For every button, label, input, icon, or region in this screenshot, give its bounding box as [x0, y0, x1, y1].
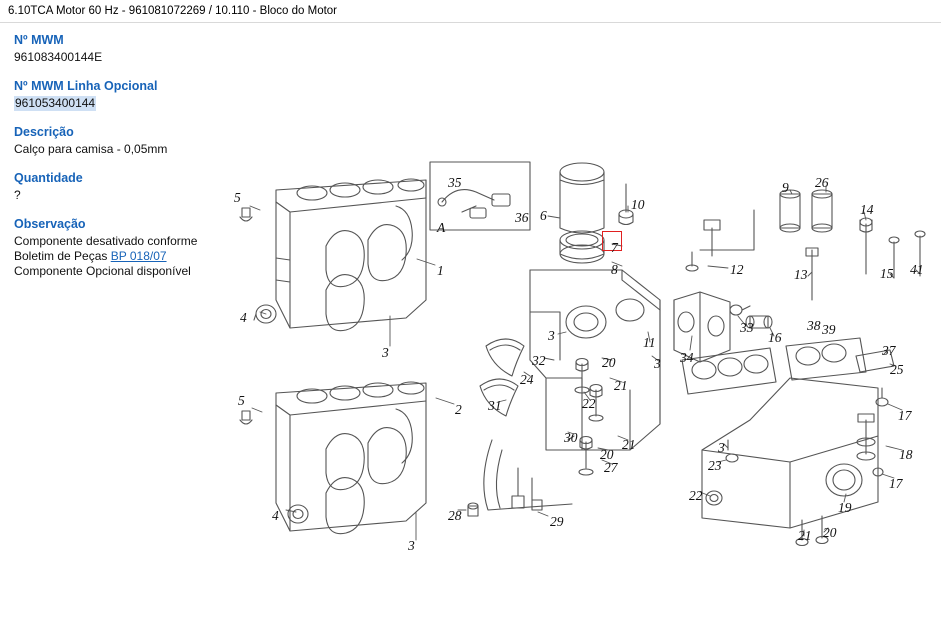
callout-22[interactable]: 22 — [582, 396, 596, 411]
callout-3[interactable]: 3 — [382, 345, 389, 360]
part-info-panel — [14, 33, 229, 293]
callout-17[interactable]: 17 — [898, 408, 912, 423]
callout-30[interactable]: 30 — [564, 430, 578, 445]
quantity-value: ? — [14, 188, 21, 202]
callout-35[interactable]: 35 — [448, 175, 462, 190]
mwm-number-label: Nº MWM — [14, 33, 64, 47]
callout-21[interactable]: 21 — [614, 378, 628, 393]
callout-20[interactable]: 20 — [823, 525, 837, 540]
callout-37[interactable]: 37 — [882, 343, 896, 358]
callout-18[interactable]: 18 — [899, 447, 913, 462]
callout-34[interactable]: 34 — [680, 350, 694, 365]
callout-15[interactable]: 15 — [880, 266, 894, 281]
engine-block-diagram[interactable] — [230, 150, 941, 570]
engine-block-lower — [240, 382, 426, 534]
callout-41[interactable]: 41 — [910, 262, 924, 277]
callout-32[interactable]: 32 — [532, 353, 546, 368]
callout-4[interactable]: 4 — [272, 508, 279, 523]
callout-33[interactable]: 33 — [740, 320, 754, 335]
main-engine-block-center — [530, 270, 660, 450]
mwm-number-value: 961083400144E — [14, 50, 103, 64]
right-bracket-group — [674, 210, 772, 362]
observation-line-2-prefix: Boletim de Peças — [14, 249, 111, 263]
callout-4[interactable]: 4 — [240, 310, 247, 325]
description-value: Calço para camisa - 0,05mm — [14, 142, 168, 156]
optional-line-label: Nº MWM Linha Opcional — [14, 79, 158, 93]
observation-value — [14, 234, 229, 279]
callout-13[interactable]: 13 — [794, 267, 808, 282]
callout-7[interactable]: 7 — [611, 240, 618, 255]
callout-3[interactable]: 3 — [654, 356, 661, 371]
callout-20[interactable]: 20 — [602, 355, 616, 370]
cylinder-liner-group — [560, 163, 633, 263]
observation-line-2 — [14, 249, 229, 264]
callout-5[interactable]: 5 — [238, 393, 245, 408]
bulletin-link[interactable]: BP 018/07 — [110, 249, 167, 263]
callout-29[interactable]: 29 — [550, 514, 564, 529]
callout-A[interactable]: A — [437, 220, 446, 235]
callout-1[interactable]: 1 — [437, 263, 444, 278]
rear-block-lower-right — [702, 350, 894, 546]
observation-label: Observação — [14, 217, 86, 231]
callout-8[interactable]: 8 — [611, 262, 618, 277]
callout-17[interactable]: 17 — [889, 476, 903, 491]
callout-25[interactable]: 25 — [890, 362, 904, 377]
callout-2[interactable]: 2 — [455, 402, 462, 417]
callout-21[interactable]: 21 — [622, 437, 636, 452]
callout-23[interactable]: 23 — [708, 458, 722, 473]
optional-line-highlight: 961053400144 — [15, 96, 96, 110]
callout-3[interactable]: 3 — [718, 440, 725, 455]
callout-5[interactable]: 5 — [234, 190, 241, 205]
callout-12[interactable]: 12 — [730, 262, 744, 277]
center-fasteners — [568, 359, 603, 476]
callout-6[interactable]: 6 — [540, 208, 547, 223]
callout-22[interactable]: 22 — [689, 488, 703, 503]
diagram-svg — [230, 150, 941, 570]
bearing-shells — [480, 339, 524, 416]
optional-line-value — [14, 96, 229, 111]
callout-36[interactable]: 36 — [515, 210, 529, 225]
callout-39[interactable]: 39 — [822, 322, 836, 337]
callout-28[interactable]: 28 — [448, 508, 462, 523]
callout-26[interactable]: 26 — [815, 175, 829, 190]
callout-24[interactable]: 24 — [520, 372, 534, 387]
callout-19[interactable]: 19 — [838, 500, 852, 515]
callout-27[interactable]: 27 — [604, 460, 618, 475]
quantity-label: Quantidade — [14, 171, 83, 185]
callout-20[interactable]: 20 — [600, 447, 614, 462]
head-gaskets — [682, 338, 866, 394]
observation-line-3: Componente Opcional disponível — [14, 264, 191, 278]
header-divider — [0, 22, 941, 23]
callout-3[interactable]: 3 — [408, 538, 415, 553]
callout-14[interactable]: 14 — [860, 202, 874, 217]
breadcrumb[interactable]: 6.10TCA Motor 60 Hz - 961081072269 / 10.110 - Bloco do Motor — [8, 5, 338, 17]
callout-3[interactable]: 3 — [548, 328, 555, 343]
callout-10[interactable]: 10 — [631, 197, 645, 212]
callout-31[interactable]: 31 — [488, 398, 502, 413]
description-label: Descrição — [14, 125, 74, 139]
observation-line-1: Componente desativado conforme — [14, 234, 198, 248]
right-small-parts — [780, 190, 925, 300]
engine-block-upper — [240, 179, 426, 331]
callout-16[interactable]: 16 — [768, 330, 782, 345]
callout-21[interactable]: 21 — [798, 528, 812, 543]
oil-rail-parts — [468, 440, 572, 516]
callout-11[interactable]: 11 — [643, 335, 656, 350]
callout-38[interactable]: 38 — [807, 318, 821, 333]
callout-9[interactable]: 9 — [782, 180, 789, 195]
